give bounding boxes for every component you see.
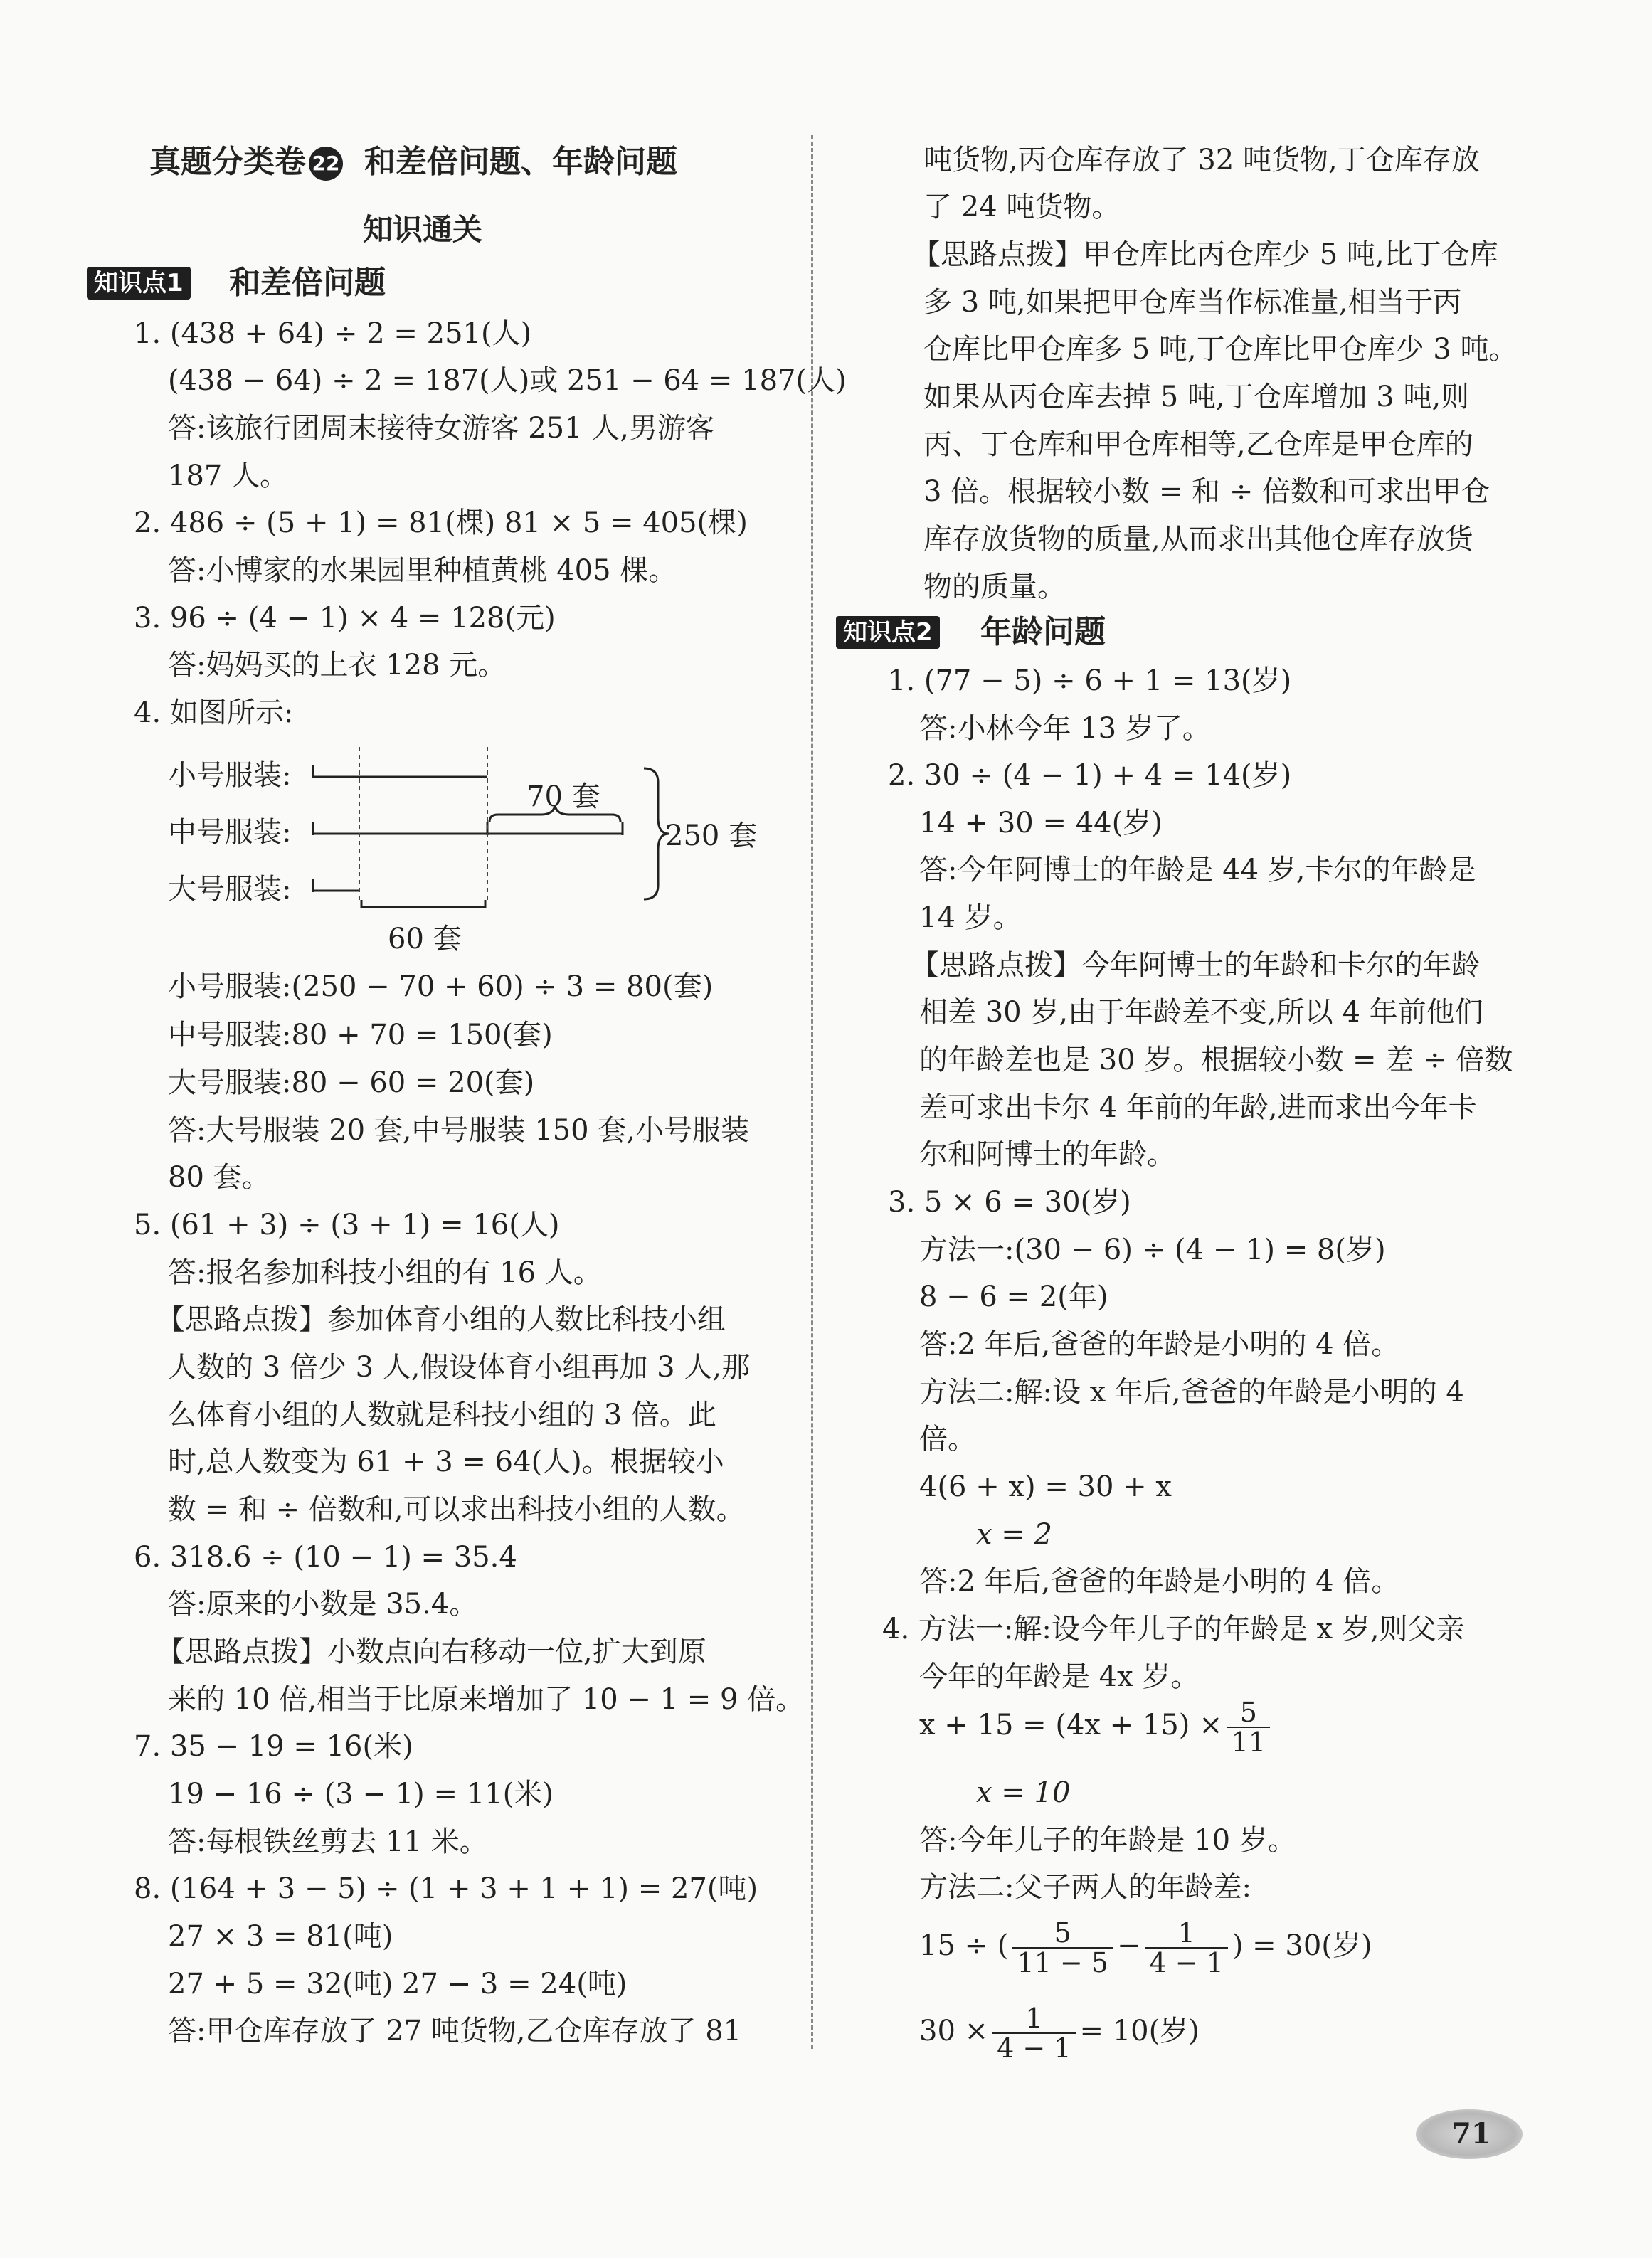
section2-tag: 知识点2 (836, 616, 940, 649)
fraction (1145, 1919, 1228, 1977)
right-line: 14 岁。 (919, 901, 1022, 934)
equation-fraction-line (919, 1999, 1200, 2063)
page-number: 71 (1451, 2117, 1491, 2151)
header-title (149, 142, 677, 182)
denominator: 11 (1231, 1727, 1266, 1758)
left-line: 中号服装:80 + 70 = 150(套) (168, 1019, 553, 1051)
right-line: x = 10 (976, 1776, 1071, 1809)
right-line: 相差 30 岁,由于年龄差不变,所以 4 年前他们 (919, 996, 1483, 1029)
left-line: 答:报名参加科技小组的有 16 人。 (168, 1256, 602, 1289)
right-line: 答:2 年后,爸爸的年龄是小明的 4 倍。 (919, 1328, 1400, 1361)
right-line: 14 + 30 = 44(岁) (919, 807, 1163, 839)
right-line: 答:今年阿博士的年龄是 44 岁,卡尔的年龄是 (919, 854, 1476, 886)
left-line: 人数的 3 倍少 3 人,假设体育小组再加 3 人,那 (168, 1351, 751, 1384)
section2-title: 年龄问题 (980, 614, 1106, 650)
left-line: 答:大号服装 20 套,中号服装 150 套,小号服装 (168, 1114, 750, 1147)
left-line: 大号服装:80 − 60 = 20(套) (168, 1066, 535, 1099)
left-line: 8. (164 + 3 − 5) ÷ (1 + 3 + 1 + 1) = 27(吨) (134, 1872, 758, 1905)
diagram-label-250: 250 套 (665, 820, 758, 852)
equation-text: = 10(岁) (1079, 2015, 1200, 2047)
left-line: 4. 如图所示: (134, 696, 294, 729)
left-line: 27 × 3 = 81(吨) (168, 1920, 393, 1953)
left-line: 2. 486 ÷ (5 + 1) = 81(棵) 81 × 5 = 405(棵) (134, 507, 748, 539)
right-line: 倍。 (919, 1423, 976, 1456)
numerator: 1 (1145, 1919, 1228, 1949)
section1-title: 和差倍问题 (229, 265, 386, 301)
left-line: 么体育小组的人数就是科技小组的 3 倍。此 (168, 1399, 716, 1431)
right-line: 2. 30 ÷ (4 − 1) + 4 = 14(岁) (888, 759, 1292, 792)
denominator: 11 − 5 (1017, 1947, 1108, 1978)
fraction (992, 2004, 1075, 2062)
denominator: 4 − 1 (1149, 1947, 1224, 1978)
right-line: 4(6 + x) = 30 + x (919, 1470, 1172, 1503)
right-line: 方法二:解:设 x 年后,爸爸的年龄是小明的 4 (919, 1376, 1464, 1409)
right-line: 了 24 吨货物。 (923, 191, 1121, 223)
right-line: 物的质量。 (923, 571, 1066, 603)
left-line: 答:该旅行团周末接待女游客 251 人,男游客 (168, 412, 714, 445)
left-line: 187 人。 (168, 460, 289, 492)
right-line: 方法一:(30 − 6) ÷ (4 − 1) = 8(岁) (919, 1234, 1386, 1266)
left-line: 【思路点拨】参加体育小组的人数比科技小组 (157, 1303, 726, 1336)
right-line: 差可求出卡尔 4 年前的年龄,进而求出今年卡 (919, 1091, 1477, 1124)
right-line: 方法二:父子两人的年龄差: (919, 1871, 1251, 1904)
diagram-label-large: 大号服装: (168, 873, 292, 906)
title-main: 和差倍问题、年龄问题 (364, 144, 677, 180)
diagram-label-small: 小号服装: (168, 759, 292, 792)
equation-text: x + 15 = (4x + 15) × (919, 1709, 1223, 1742)
left-line: 时,总人数变为 61 + 3 = 64(人)。根据较小 (168, 1446, 724, 1478)
left-line: 答:甲仓库存放了 27 吨货物,乙仓库存放了 81 (168, 2015, 742, 2047)
right-line: 如果从丙仓库去掉 5 吨,丁仓库增加 3 吨,则 (923, 381, 1470, 413)
right-line: 1. (77 − 5) ÷ 6 + 1 = 13(岁) (888, 664, 1292, 697)
numerator: 1 (992, 2004, 1075, 2034)
section1-tag: 知识点1 (87, 267, 191, 300)
right-line: 仓库比甲仓库多 5 吨,丁仓库比甲仓库少 3 吨。 (923, 333, 1518, 366)
left-line: 答:小博家的水果园里种植黄桃 405 棵。 (168, 554, 677, 587)
left-line: 答:妈妈买的上衣 128 元。 (168, 649, 507, 682)
numerator: 5 (1227, 1698, 1270, 1728)
right-line: 4. 方法一:解:设今年儿子的年龄是 x 岁,则父亲 (882, 1613, 1465, 1645)
title-badge: 22 (309, 147, 343, 181)
diagram-label-medium: 中号服装: (168, 816, 292, 849)
left-line: 27 + 5 = 32(吨) 27 − 3 = 24(吨) (168, 1968, 628, 2000)
right-line: 的年龄差也是 30 岁。根据较小数 = 差 ÷ 倍数 (919, 1044, 1513, 1076)
diagram-label-70: 70 套 (526, 780, 600, 813)
left-line: 答:原来的小数是 35.4。 (168, 1588, 478, 1621)
equation-fraction-line (919, 1693, 1274, 1757)
left-line: 3. 96 ÷ (4 − 1) × 4 = 128(元) (134, 602, 556, 635)
left-line: 5. (61 + 3) ÷ (3 + 1) = 16(人) (134, 1209, 560, 1241)
right-line: 丙、丁仓库和甲仓库相等,乙仓库是甲仓库的 (923, 428, 1473, 461)
column-divider (811, 135, 813, 2049)
subtitle: 知识通关 (363, 212, 483, 247)
right-line: 8 − 6 = 2(年) (919, 1281, 1108, 1313)
right-line: x = 2 (976, 1518, 1052, 1551)
denominator: 4 − 1 (997, 2032, 1071, 2064)
left-line: 来的 10 倍,相当于比原来增加了 10 − 1 = 9 倍。 (168, 1683, 805, 1716)
fraction (1012, 1919, 1113, 1977)
left-line: 19 − 16 ÷ (3 − 1) = 11(米) (168, 1778, 554, 1811)
numerator: 5 (1012, 1919, 1113, 1949)
equation-fraction-line (919, 1914, 1372, 1978)
left-line: 80 套。 (168, 1161, 270, 1194)
right-line: 答:小林今年 13 岁了。 (919, 712, 1211, 745)
right-line: 3. 5 × 6 = 30(岁) (888, 1186, 1131, 1219)
left-line: 【思路点拨】小数点向右移动一位,扩大到原 (157, 1636, 706, 1668)
fraction (1227, 1698, 1270, 1756)
diagram-label-60: 60 套 (388, 923, 462, 955)
left-line: 答:每根铁丝剪去 11 米。 (168, 1825, 488, 1858)
right-line: 【思路点拨】甲仓库比丙仓库少 5 吨,比丁仓库 (912, 238, 1498, 271)
right-line: 吨货物,丙仓库存放了 32 吨货物,丁仓库存放 (923, 144, 1480, 176)
left-line: 1. (438 + 64) ÷ 2 = 251(人) (134, 317, 532, 350)
right-line: 今年的年龄是 4x 岁。 (919, 1660, 1200, 1693)
right-line: 答:今年儿子的年龄是 10 岁。 (919, 1824, 1296, 1857)
left-line: 6. 318.6 ÷ (10 − 1) = 35.4 (134, 1541, 517, 1574)
equation-text: ) = 30(岁) (1232, 1929, 1372, 1962)
left-line: (438 − 64) ÷ 2 = 187(人)或 251 − 64 = 187(人) (168, 364, 847, 397)
left-line: 7. 35 − 19 = 16(米) (134, 1730, 413, 1763)
left-line: 数 = 和 ÷ 倍数和,可以求出科技小组的人数。 (168, 1493, 745, 1526)
right-line: 尔和阿博士的年龄。 (919, 1138, 1175, 1171)
equation-text: 30 × (919, 2015, 989, 2047)
right-line: 【思路点拨】今年阿博士的年龄和卡尔的年龄 (911, 949, 1480, 982)
line-segment-diagram (306, 747, 676, 932)
left-line: 小号服装:(250 − 70 + 60) ÷ 3 = 80(套) (168, 970, 714, 1003)
title-prefix: 真题分类卷 (149, 144, 306, 180)
equation-text: 15 ÷ ( (919, 1929, 1009, 1962)
right-line: 答:2 年后,爸爸的年龄是小明的 4 倍。 (919, 1565, 1400, 1598)
right-line: 多 3 吨,如果把甲仓库当作标准量,相当于丙 (923, 286, 1462, 319)
right-line: 3 倍。根据较小数 = 和 ÷ 倍数和可求出甲仓 (923, 475, 1490, 508)
right-line: 库存放货物的质量,从而求出其他仓库存放货 (923, 523, 1473, 556)
minus-sign: − (1116, 1929, 1141, 1962)
